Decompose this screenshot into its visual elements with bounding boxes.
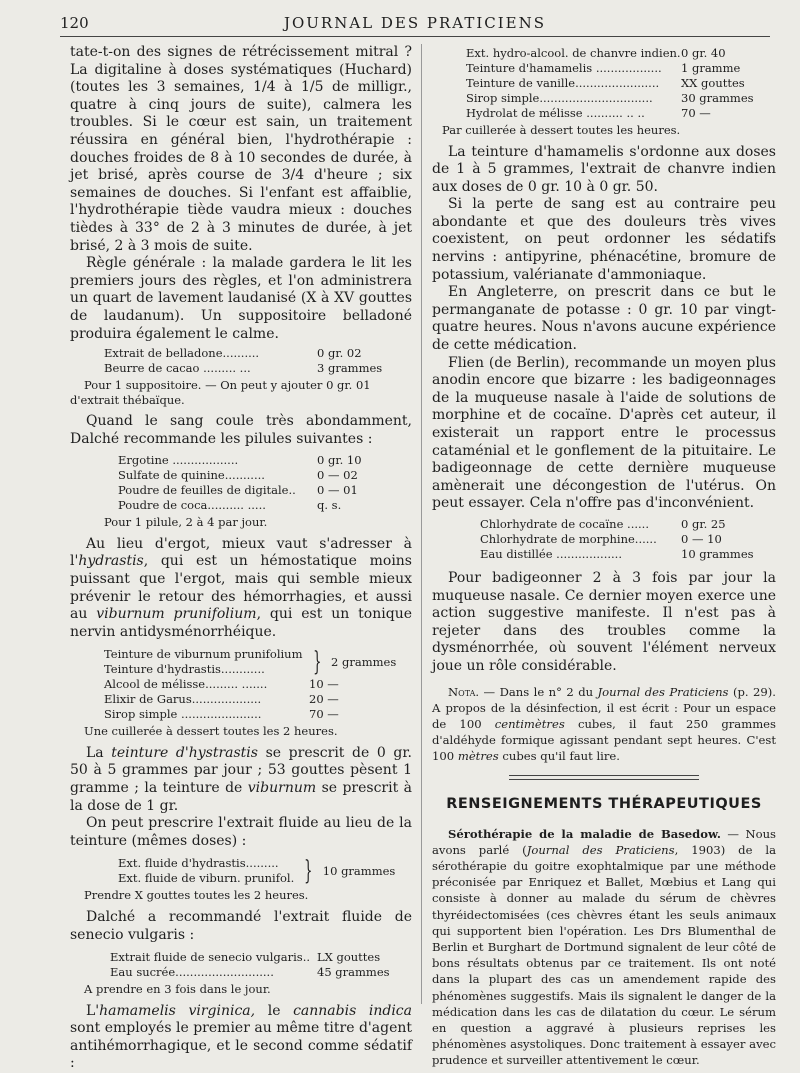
- paragraph: En Angleterre, on prescrit dans ce but le permanganate de potasse : 0 gr. 10 par vingt-quatre heures. Nous n'avons aucune expérience de cette médication.: [432, 284, 776, 354]
- left-column: [70, 44, 412, 1073]
- prescription-line: Teinture de viburnum prunifolium: [104, 647, 303, 662]
- section-separator: [509, 775, 699, 780]
- paragraph: Flien (de Berlin), recommande un moyen plus anodin encore que bizarre : les badigeonnages de la muqueuse nasale à l'aide de solutions de morphine et de cocaïne. D'après cet auteur, il existerait un rapport entre le processus cataménial et le gonflement de la pituitaire. Le badigeonnage de cette dernière muqueuse amènerait une décongestion de l'utérus. On peut essayer. Cela n'offre pas d'inconvénient.: [432, 354, 776, 512]
- brace-symbol: }: [304, 856, 313, 887]
- paragraph: Pour badigeonner 2 à 3 fois par jour la muqueuse nasale. Ce dernier moyen exerce une action suggestive manifeste. Il n'est pas à rejeter dans des troubles comme la dysménorrhée, où souvent l'élément nerveux joue un rôle considérable.: [432, 569, 776, 674]
- prescription-line: Ext. fluide de viburn. prunifol.: [118, 871, 295, 886]
- prescription-line: Teinture d'hydrastis............: [104, 662, 265, 677]
- prescription-extrait-fluide: [70, 856, 412, 886]
- paragraph: tate-t-on des signes de rétrécissement mitral ? La digitaline à doses systématiques (Huchard) (toutes les 3 semaines, 1/4 à 1/5 de milligr., quatre à cinq jours de suite), calmera les troubles. Si le cœur est sain, un traitement réussira en général bien, l'hydrothérapie : douches froides de 8 à 10 secondes de durée, à jet brisé, après course de 3/4 d'heure ; six semaines de douches. Si l'enfant est affaiblie, l'hydrothérapie tiède vaudra mieux : douches tièdes à 33° de 2 à 3 minutes de durée, à jet brisé, 2 à 3 mois de suite.: [70, 44, 412, 254]
- prescription-line: Extrait de belladone.......... 0 gr. 02: [104, 346, 362, 361]
- paragraph: On peut prescrire l'extrait fluide au lieu de la teinture (mêmes doses) :: [70, 815, 412, 849]
- prescription-line: Ergotine .................. 0 gr. 10: [118, 453, 362, 468]
- prescription-note: Pour 1 suppositoire. — On peut y ajouter 0 gr. 01 d'extrait thébaïque.: [70, 378, 371, 407]
- prescription-line: Teinture de vanille....................... XX gouttes: [466, 76, 745, 90]
- paragraph: L'hamamelis virginica, le cannabis indica sont employés le premier au même titre d'agent antihémorrhagique, et le second comme sédatif :: [70, 1002, 412, 1072]
- article-paragraph: Sérothérapie de la maladie de Basedow. — Nous avons parlé (Journal des Praticiens, 1903) de la sérothérapie du goitre exophtalmique par une méthode préconisée par Enriquez et Ballet, Mœbius et Lang qui consiste à donner au malade du sérum de chèvres thyréidectomisées (ces chèvres étant les seuls animaux qui supportent bien l'opération. Les Drs Blumenthal de Berlin et Burghart de Dortmund signalent de leur côté de bons résultats obtenus par ce traitement. Ils ont noté dans la plupart des cas un amendement rapide des phénomènes suggestifs. Mais ils signalent le danger de la médication dans les cas de dilatation du cœur. Le sérum en question a aggravé à plusieurs reprises les phénomènes asystoliques. Donc traitement à essayer avec prudence et surveiller attentivement le cœur.: [432, 826, 777, 1068]
- prescription-line: Poudre de feuilles de digitale.. 0 — 01: [118, 483, 358, 498]
- prescription-line: Teinture d'hamamelis .................. 1 gramme: [466, 61, 741, 75]
- prescription-line: Sirop simple ...................... 70 —: [104, 707, 339, 722]
- prescription-note: A prendre en 3 fois dans le jour.: [84, 982, 271, 997]
- prescription-line: Hydrolat de mélisse .......... .. .. 70 —: [466, 106, 711, 120]
- journal-title: JOURNAL DES PRATICIENS: [283, 14, 547, 32]
- section-heading: RENSEIGNEMENTS THÉRAPEUTIQUES: [446, 795, 762, 812]
- prescription-line: Extrait fluide de senecio vulgaris.. LX gouttes: [110, 950, 381, 965]
- prescription-line: Eau sucrée........................... 45 grammes: [110, 965, 390, 980]
- prescription-line: Poudre de coca.......... ..... q. s.: [118, 498, 342, 513]
- column-divider: [421, 44, 422, 1004]
- prescription-line: Beurre de cacao ......... ... 3 grammes: [104, 361, 383, 376]
- right-column: [432, 44, 776, 1069]
- prescription-senecio: [70, 950, 412, 980]
- prescription-line: Sirop simple............................... 30 grammes: [466, 91, 754, 105]
- paragraph: La teinture d'hystrastis se prescrit de 0 gr. 50 à 5 grammes par jour ; 53 gouttes pèsent 1 gramme ; la teinture de viburnum se prescrit à la dose de 1 gr.: [70, 744, 412, 814]
- prescription-pilules: [70, 453, 412, 513]
- prescription-line: Alcool de mélisse......... ....... 10 —: [104, 677, 339, 692]
- brace-quantity: 10 grammes: [322, 863, 396, 878]
- prescription-line: Eau distillée .................. 10 grammes: [480, 546, 754, 561]
- nota-paragraph: Nota. — Dans le n° 2 du Journal des Praticiens (p. 29). A propos de la désinfection, il est écrit : Pour un espace de 100 centimètres cubes, il faut 250 grammes d'aldéhyde formique agissant pendant sept heures. C'est 100 mètres cubes qu'il faut lire.: [432, 684, 776, 764]
- prescription-line: Ext. fluide d'hydrastis.........: [118, 856, 279, 871]
- prescription-note: Pour 1 pilule, 2 à 4 par jour.: [104, 515, 268, 530]
- paragraph: La teinture d'hamamelis s'ordonne aux doses de 1 à 5 grammes, l'extrait de chanvre indien aux doses de 0 gr. 10 à 0 gr. 50.: [432, 143, 776, 195]
- prescription-brace-group: [118, 856, 412, 886]
- paragraph: Au lieu d'ergot, mieux vaut s'adresser à l'hydrastis, qui est un hémostatique moins puissant que l'ergot, mais qui semble mieux prévenir le retour des hémorrhagies, et aussi au viburnum prunifolium, qui est un tonique nervin antidysménorrhéique.: [70, 535, 412, 640]
- prescription-line: Chlorhydrate de morphine...... 0 — 10: [480, 531, 722, 546]
- prescription-line: Ext. hydro-alcool. de chanvre indien. 0 gr. 40: [466, 46, 726, 60]
- prescription-note: Une cuillerée à dessert toutes les 2 heures.: [84, 724, 338, 739]
- prescription-line: Elixir de Garus................... 20 —: [104, 692, 339, 707]
- paragraph: Si la perte de sang est au contraire peu abondante et que des douleurs très vives coexistent, on peut ordonner les sédatifs nervins : antipyrine, phénacétine, bromure de potassium, valérianate d'ammoniaque.: [432, 196, 776, 283]
- prescription-viburnum: [70, 647, 412, 722]
- brace-symbol: }: [312, 647, 321, 678]
- page-header: [60, 10, 770, 37]
- prescription-line: Sulfate de quinine........... 0 — 02: [118, 468, 358, 483]
- paragraph: Dalché a recommandé l'extrait fluide de senecio vulgaris :: [70, 908, 412, 943]
- prescription-note: Par cuillerée à dessert toutes les heures.: [442, 123, 681, 137]
- prescription-line: Chlorhydrate de cocaïne ...... 0 gr. 25: [480, 516, 726, 531]
- prescription-chanvre: [432, 46, 776, 121]
- paragraph: Règle générale : la malade gardera le lit les premiers jours des règles, et l'on administrera un quart de lavement laudanisé (X à XV gouttes de laudanum). Un suppositoire belladoné produira également le calme.: [70, 255, 412, 342]
- prescription-cocaine: [432, 517, 776, 562]
- prescription-belladone: [70, 346, 412, 376]
- prescription-brace-group: [104, 647, 412, 677]
- brace-quantity: 2 grammes: [331, 654, 397, 669]
- paragraph: Quand le sang coule très abondamment, Dalché recommande les pilules suivantes :: [70, 413, 412, 447]
- page-number: 120: [60, 14, 89, 32]
- prescription-note: Prendre X gouttes toutes les 2 heures.: [84, 888, 309, 903]
